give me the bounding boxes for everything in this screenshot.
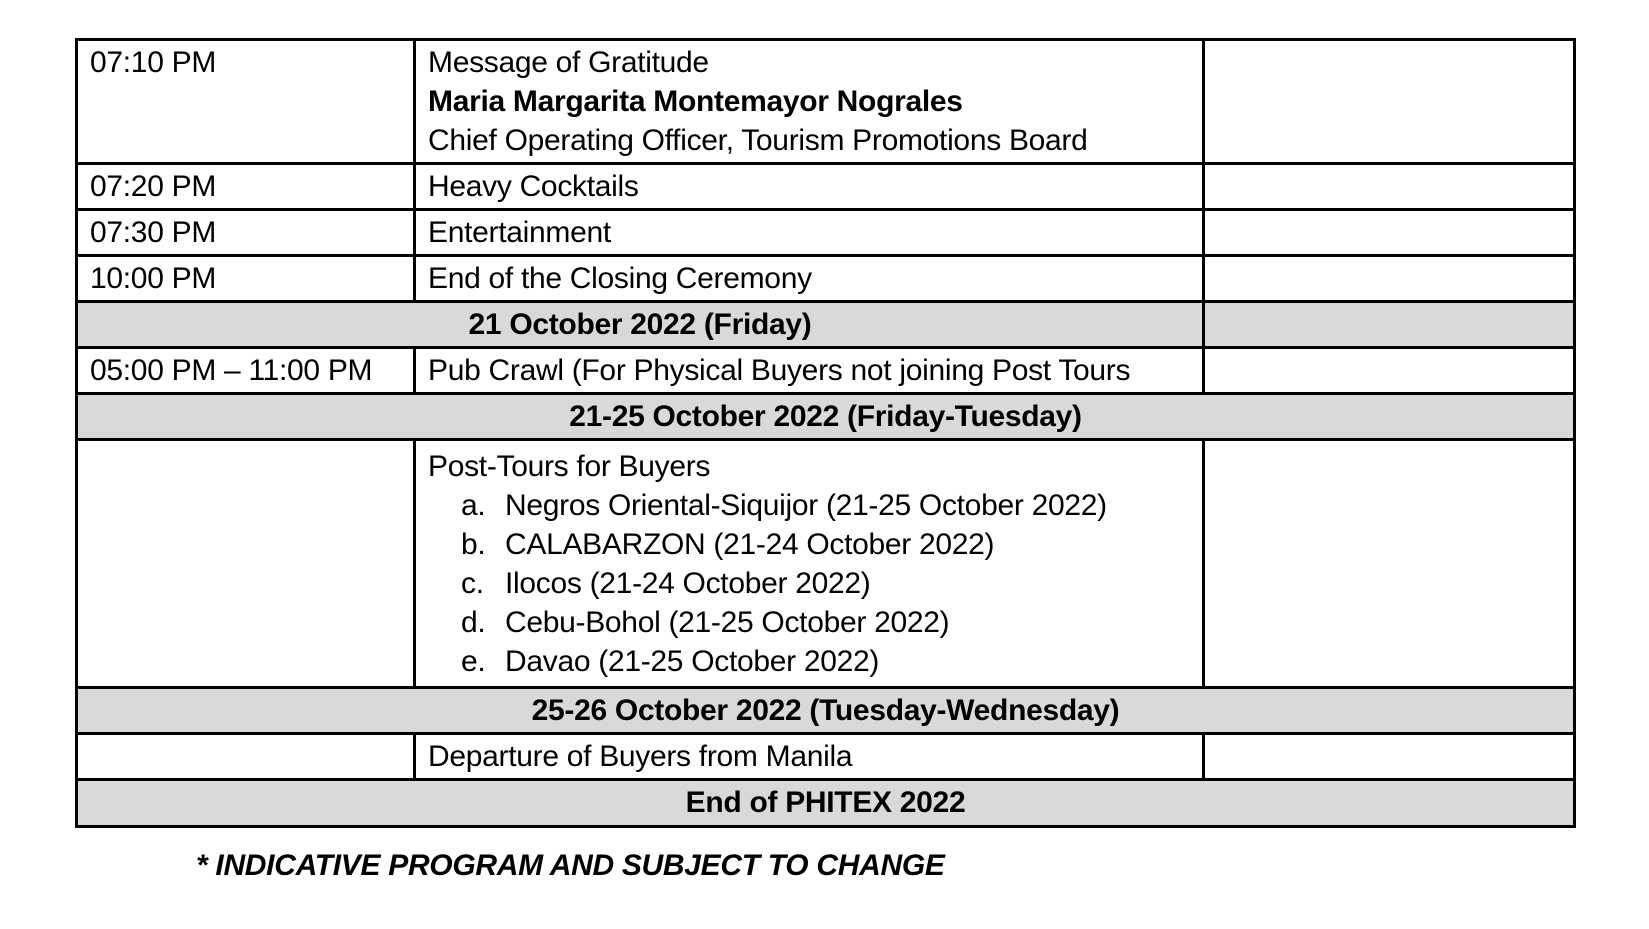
list-item-letter: c. [461,567,484,600]
indicative-program-note: * INDICATIVE PROGRAM AND SUBJECT TO CHANGE [196,849,945,882]
table-row [77,210,1575,256]
notes-cell [1204,164,1575,210]
list-item-text: Cebu-Bohol (21-25 October 2022) [505,606,950,639]
table-row [77,440,1575,688]
notes-cell [1204,256,1575,302]
table-row [77,256,1575,302]
date-header-label: 25-26 October 2022 (Tuesday-Wednesday) [77,688,1575,734]
list-item [461,486,1190,525]
notes-cell [1204,440,1575,688]
list-item-text: Negros Oriental-Siquijor (21-25 October 2022) [505,489,1107,522]
event-cell: Heavy Cocktails [415,164,1204,210]
time-cell: 07:10 PM [77,40,415,164]
event-title: Message of Gratitude [428,46,709,79]
date-header-label: 21 October 2022 (Friday) [77,302,1204,348]
list-item [461,603,1190,642]
time-cell: 07:20 PM [77,164,415,210]
list-item-letter: e. [461,645,486,678]
event-cell: End of the Closing Ceremony [415,256,1204,302]
list-item [461,564,1190,603]
date-header-label: 21-25 October 2022 (Friday-Tuesday) [77,394,1575,440]
notes-cell [1204,348,1575,394]
speaker-title: Chief Operating Officer, Tourism Promotions Board [428,124,1088,157]
event-title: Post-Tours for Buyers [428,450,711,483]
event-cell [415,40,1204,164]
event-cell [415,440,1204,688]
list-item [461,642,1190,681]
date-header-row [77,302,1575,348]
date-header-label: End of PHITEX 2022 [77,780,1575,827]
program-schedule-table [75,38,1576,828]
list-item-text: Davao (21-25 October 2022) [505,645,880,678]
list-item-letter: a. [461,489,486,522]
time-cell: 07:30 PM [77,210,415,256]
table-row [77,734,1575,780]
table-row [77,164,1575,210]
date-header-row [77,688,1575,734]
list-item [461,525,1190,564]
notes-cell [1204,40,1575,164]
list-item-letter: b. [461,528,486,561]
event-cell: Entertainment [415,210,1204,256]
table-row [77,348,1575,394]
time-cell: 10:00 PM [77,256,415,302]
list-item-letter: d. [461,606,486,639]
date-header-row [77,394,1575,440]
event-cell: Departure of Buyers from Manila [415,734,1204,780]
list-item-text: Ilocos (21-24 October 2022) [505,567,871,600]
time-cell [77,440,415,688]
table-row [77,40,1575,164]
time-cell [77,734,415,780]
event-cell: Pub Crawl (For Physical Buyers not joining Post Tours [415,348,1204,394]
date-header-row [77,780,1575,827]
speaker-name: Maria Margarita Montemayor Nograles [428,85,963,118]
list-item-text: CALABARZON (21-24 October 2022) [505,528,995,561]
time-cell: 05:00 PM – 11:00 PM [77,348,415,394]
notes-cell [1204,734,1575,780]
notes-cell [1204,302,1575,348]
notes-cell [1204,210,1575,256]
